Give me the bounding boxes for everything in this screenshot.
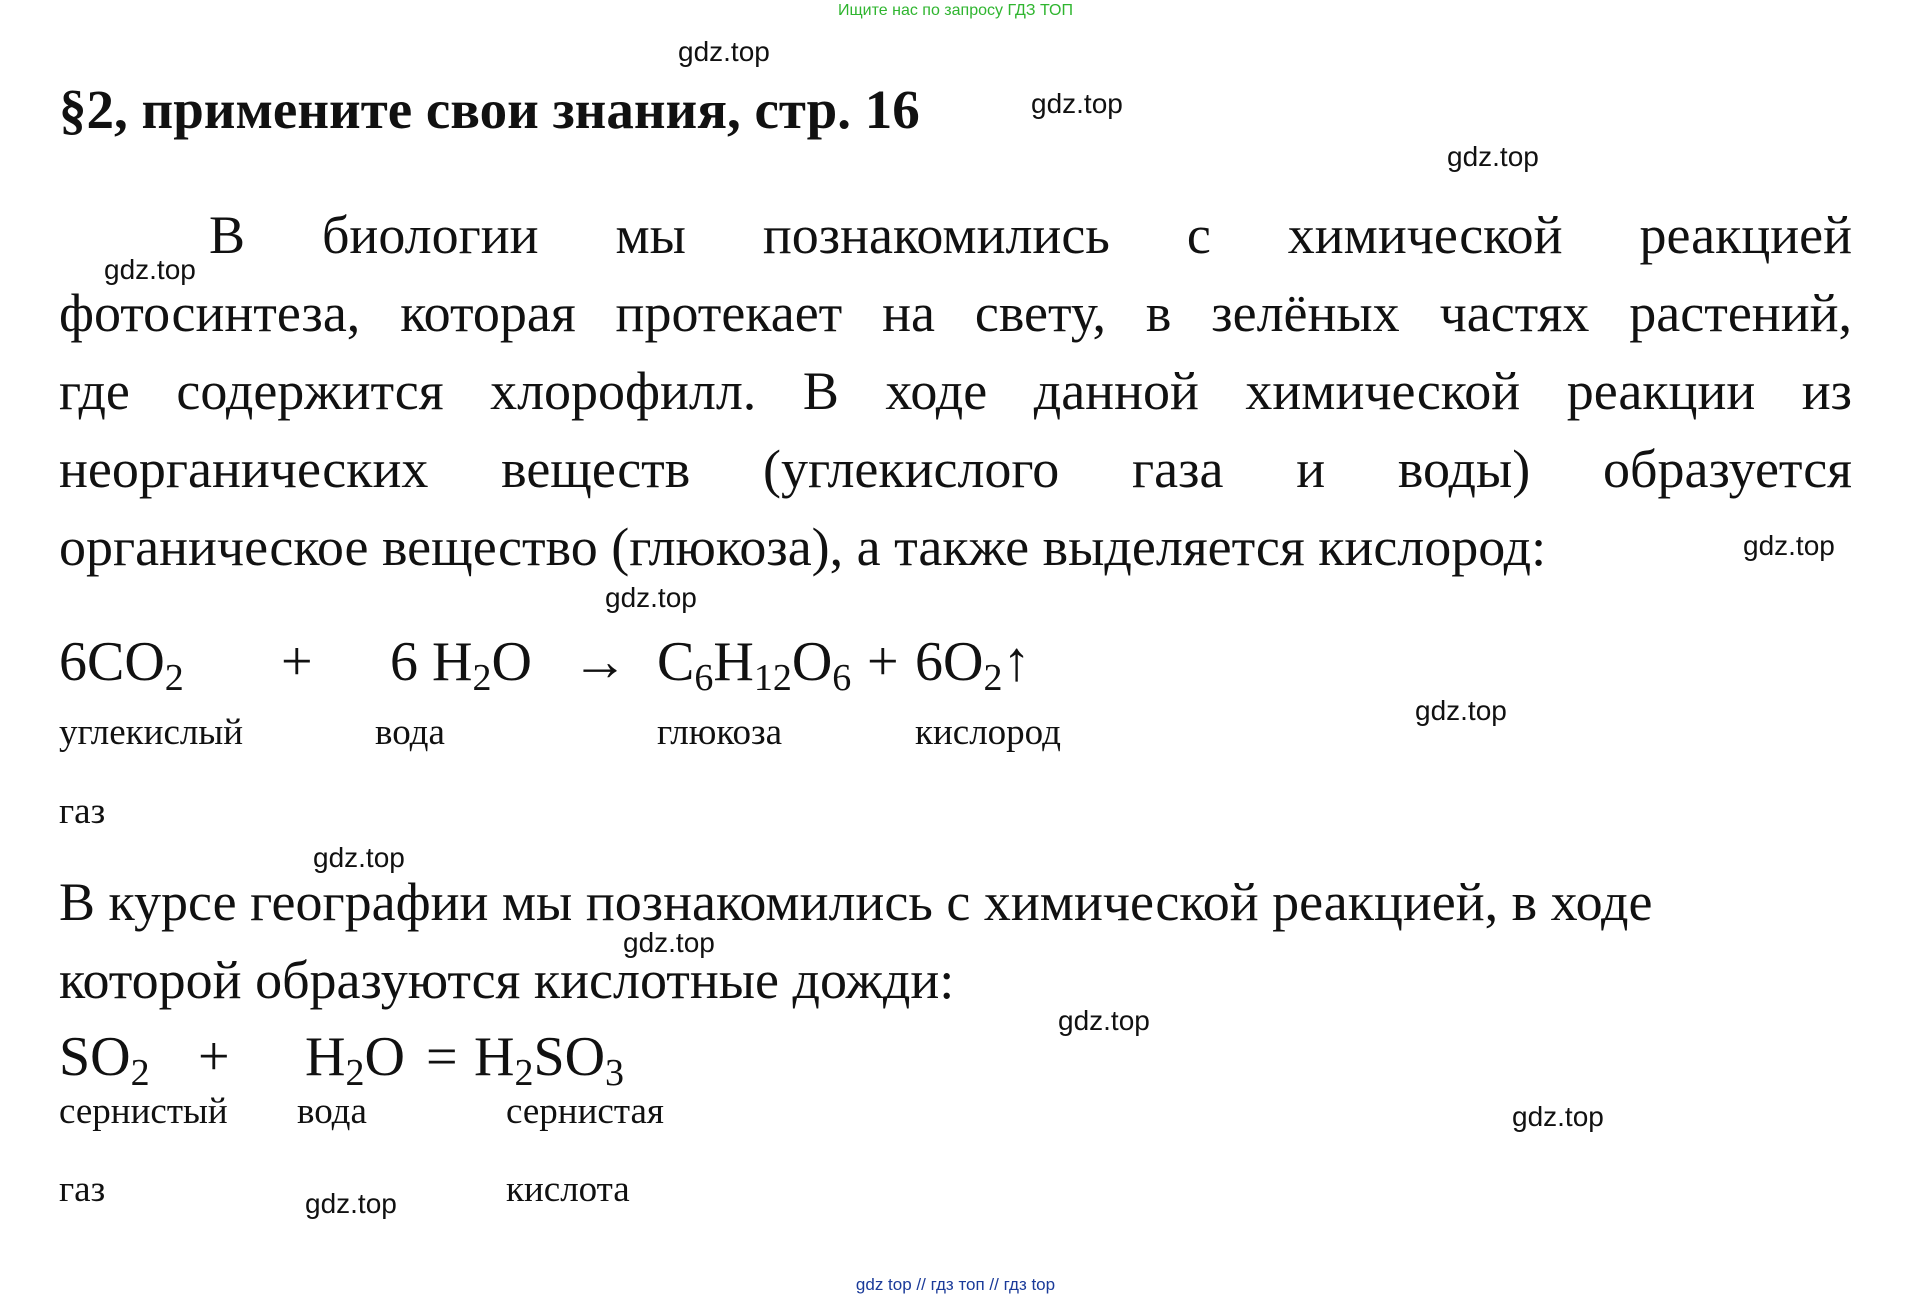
formula-o2: $6O_2↑$ — [915, 631, 1031, 699]
label-co2: углекислый — [59, 712, 244, 753]
plus-sign: + — [198, 1026, 230, 1088]
watermark: gdz.top — [1031, 88, 1123, 119]
watermark: gdz.top — [678, 36, 770, 67]
watermark: gdz.top — [104, 254, 196, 285]
formula-co2: $6CO_2$ — [59, 631, 184, 699]
paragraph-line: В курсе географии мы познакомились с химической реакцией, в ходе — [59, 872, 1653, 932]
paragraph-photosynthesis — [59, 196, 1852, 586]
formula-glucose: $C_6H_{12}O_6$ — [657, 631, 852, 699]
label-acid-cont: кислота — [506, 1169, 630, 1210]
watermark: gdz.top — [605, 582, 697, 613]
watermark: gdz.top — [305, 1188, 397, 1219]
reaction-arrow: → — [572, 631, 628, 693]
paragraph-acid-rain — [59, 863, 1653, 1019]
watermark: gdz.top — [1415, 695, 1507, 726]
page-title: §2, примените свои знания, стр. 16 — [59, 79, 920, 140]
plus-sign: + — [867, 631, 899, 693]
label-h2o: вода — [297, 1091, 367, 1132]
footer-links[interactable]: gdz top // гдз топ // гдз top — [855, 1275, 1056, 1294]
top-banner[interactable]: Ищите нас по запросу ГДЗ ТОП — [838, 2, 1073, 19]
paragraph-line: фотосинтеза, которая протекает на свету, в зелёных частях растений, — [59, 283, 1852, 343]
label-oxygen: кислород — [915, 712, 1061, 753]
watermark: gdz.top — [1058, 1005, 1150, 1036]
watermark: gdz.top — [313, 842, 405, 873]
paragraph-line: которой образуются кислотные дожди: — [59, 950, 955, 1010]
label-acid: сернистая — [506, 1091, 664, 1132]
paragraph-line: где содержится хлорофилл. В ходе данной химической реакции из — [59, 361, 1852, 421]
formula-h2so3: $H_2SO_3$ — [474, 1026, 625, 1094]
watermark: gdz.top — [1512, 1101, 1604, 1132]
formula-so2: $SO_2$ — [59, 1026, 150, 1094]
paragraph-line: органическое вещество (глюкоза), а также выделяется кислород: — [59, 517, 1547, 577]
label-h2o: вода — [375, 712, 445, 753]
paragraph-line: неорганических веществ (углекислого газа и воды) образуется — [59, 439, 1852, 499]
plus-sign: + — [281, 631, 313, 693]
formula-h2o: 6 $H_2O$ — [390, 631, 532, 699]
label-co2-cont: газ — [59, 791, 106, 832]
label-glucose: глюкоза — [657, 712, 783, 753]
equals-sign: = — [426, 1026, 458, 1088]
label-so2: сернистый — [59, 1091, 228, 1132]
formula-h2o: $H_2O$ — [305, 1026, 405, 1094]
watermark: gdz.top — [623, 927, 715, 958]
paragraph-line: В биологии мы познакомились с химической реакцией — [209, 205, 1852, 265]
label-so2-cont: газ — [59, 1169, 106, 1210]
watermark: gdz.top — [1447, 141, 1539, 172]
watermark: gdz.top — [1743, 530, 1835, 561]
